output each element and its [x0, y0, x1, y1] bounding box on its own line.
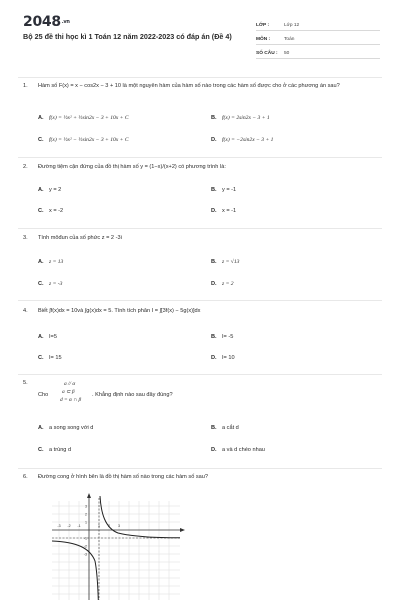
x-tick-label: -2: [67, 524, 71, 528]
option-2b[interactable]: [211, 186, 236, 194]
option-text: f(x) = 2sin2x − 3 + 1: [222, 115, 270, 121]
question-number: 6.: [23, 474, 28, 480]
meta-row-class: [256, 17, 380, 31]
option-letter: B.: [211, 334, 217, 340]
condition-system: [60, 380, 81, 404]
option-text: a cắt d: [222, 425, 239, 431]
meta-label: MÔN :: [256, 37, 271, 42]
divider: [18, 468, 382, 469]
option-2c[interactable]: [38, 207, 63, 215]
option-text: z = √13: [222, 259, 240, 265]
option-letter: A.: [38, 334, 44, 340]
option-letter: A.: [38, 259, 44, 265]
option-text: a trùng d: [49, 447, 72, 453]
option-letter: D.: [211, 208, 217, 214]
option-letter: A.: [38, 425, 44, 431]
option-text: z = 2: [222, 281, 234, 287]
option-text: a song song với d: [49, 425, 94, 431]
option-letter: D.: [211, 447, 217, 453]
site-logo[interactable]: [23, 14, 70, 30]
question-number: 5.: [23, 380, 28, 386]
question-5-lead: Cho: [38, 392, 49, 398]
page-title: Bộ 25 đề thi học kì 1 Toán 12 năm 2022-2023 có đáp án (Đề 4): [23, 32, 232, 41]
meta-row-subject: [256, 31, 380, 45]
meta-value: 50: [284, 51, 290, 56]
option-1d[interactable]: [211, 136, 273, 144]
y-tick-label: 3: [85, 504, 87, 509]
y-tick-label: -2: [83, 544, 87, 549]
y-tick-label: 1: [85, 520, 87, 525]
option-4c[interactable]: [38, 354, 62, 362]
question-number: 1.: [23, 83, 28, 89]
condition-line: a // α: [64, 381, 76, 387]
option-letter: D.: [211, 137, 217, 143]
divider: [18, 228, 382, 229]
x-tick-label: 1: [98, 524, 100, 528]
option-letter: A.: [38, 187, 44, 193]
meta-table: [256, 17, 380, 59]
question-text: Hàm số F(x) = x − cos2x − 3 + 10 là một nguyên hàm của hàm số nào trong các hàm số được cho ở các phương án sau?: [38, 83, 340, 89]
option-letter: B.: [211, 259, 217, 265]
x-tick-label: -1: [77, 524, 81, 528]
logo-suffix: .vn: [61, 19, 70, 25]
y-tick-label: -1: [83, 536, 87, 541]
question-text: Đường tiệm cận đứng của đồ thị hàm số y = (1−x)/(x+2) có phương trình là:: [38, 164, 226, 170]
option-4b[interactable]: [211, 333, 233, 341]
y-axis-arrow: [87, 493, 91, 498]
option-5a[interactable]: [38, 424, 93, 432]
question-text: Tính môđun của số phức z = 2 -3i: [38, 235, 122, 241]
option-text: f(x) = ½x² + ½sin2x − 3 + 10x + C: [49, 115, 129, 121]
option-5c[interactable]: [38, 446, 71, 454]
option-1b[interactable]: [211, 114, 270, 122]
logo-text: 2048: [23, 14, 61, 30]
meta-value: Lớp 12: [284, 23, 300, 28]
option-letter: B.: [211, 115, 217, 121]
question-5-text: . Khẳng định nào sau đây đúng?: [92, 392, 173, 398]
option-3b[interactable]: [211, 258, 239, 266]
option-text: x = -2: [49, 208, 64, 214]
condition-line: a ⊂ β: [62, 389, 75, 395]
option-text: I= -5: [222, 334, 234, 340]
option-5d[interactable]: [211, 446, 265, 454]
option-letter: C.: [38, 137, 44, 143]
option-text: y = -1: [222, 187, 237, 193]
curve-right-branch: [100, 496, 180, 538]
option-text: I=5: [49, 334, 57, 340]
option-text: a và d chéo nhau: [222, 447, 265, 453]
option-3d[interactable]: [211, 280, 234, 288]
condition-line: d = α ∩ β: [60, 397, 82, 403]
option-text: z = 13: [49, 259, 64, 265]
option-2a[interactable]: [38, 186, 61, 194]
x-tick-label: -3: [57, 524, 61, 528]
option-4d[interactable]: [211, 354, 235, 362]
option-letter: D.: [211, 281, 217, 287]
x-tick-label: 2: [108, 524, 110, 528]
question-text: Biết ∫f(x)dx = 10và ∫g(x)dx = 5. Tính tích phân I = ∫[3f(x) − 5g(x)]dx: [38, 308, 201, 314]
x-axis-arrow: [180, 528, 185, 532]
option-1c[interactable]: [38, 136, 129, 144]
option-letter: C.: [38, 281, 44, 287]
question-number: 3.: [23, 235, 28, 241]
option-5b[interactable]: [211, 424, 239, 432]
option-1a[interactable]: [38, 114, 129, 122]
question-number: 2.: [23, 164, 28, 170]
meta-label: SỐ CÂU :: [256, 51, 278, 56]
option-3a[interactable]: [38, 258, 63, 266]
option-letter: A.: [38, 115, 44, 121]
option-letter: D.: [211, 355, 217, 361]
meta-row-count: [256, 45, 380, 59]
divider: [18, 300, 382, 301]
function-graph: [52, 493, 186, 600]
x-tick-label: 3: [118, 524, 120, 528]
divider: [18, 157, 382, 158]
option-text: I= 15: [49, 355, 62, 361]
meta-value: Toán: [284, 37, 295, 42]
graph-grid: [52, 501, 180, 600]
option-text: f(x) = −2sin2x − 3 + 1: [222, 137, 274, 143]
y-tick-label: 2: [85, 512, 87, 517]
option-text: x = -1: [222, 208, 237, 214]
option-text: I= 10: [222, 355, 235, 361]
document-header: [0, 0, 400, 74]
option-text: f(x) = ½x² − ½sin2x − 3 + 10x + C: [49, 137, 129, 143]
question-number: 4.: [23, 308, 28, 314]
option-letter: C.: [38, 447, 44, 453]
option-letter: B.: [211, 187, 217, 193]
option-3c[interactable]: [38, 280, 62, 288]
question-text: Đường cong ở hình bên là đồ thị hàm số nào trong các hàm số sau?: [38, 474, 208, 480]
option-letter: B.: [211, 425, 217, 431]
option-2d[interactable]: [211, 207, 236, 215]
divider: [18, 77, 382, 78]
y-tick-label: -3: [83, 552, 87, 557]
option-letter: C.: [38, 355, 44, 361]
option-text: z = -3: [49, 281, 63, 287]
meta-label: LỚP :: [256, 23, 270, 28]
option-4a[interactable]: [38, 333, 57, 341]
option-letter: C.: [38, 208, 44, 214]
option-text: y = 2: [49, 187, 62, 193]
divider: [18, 374, 382, 375]
